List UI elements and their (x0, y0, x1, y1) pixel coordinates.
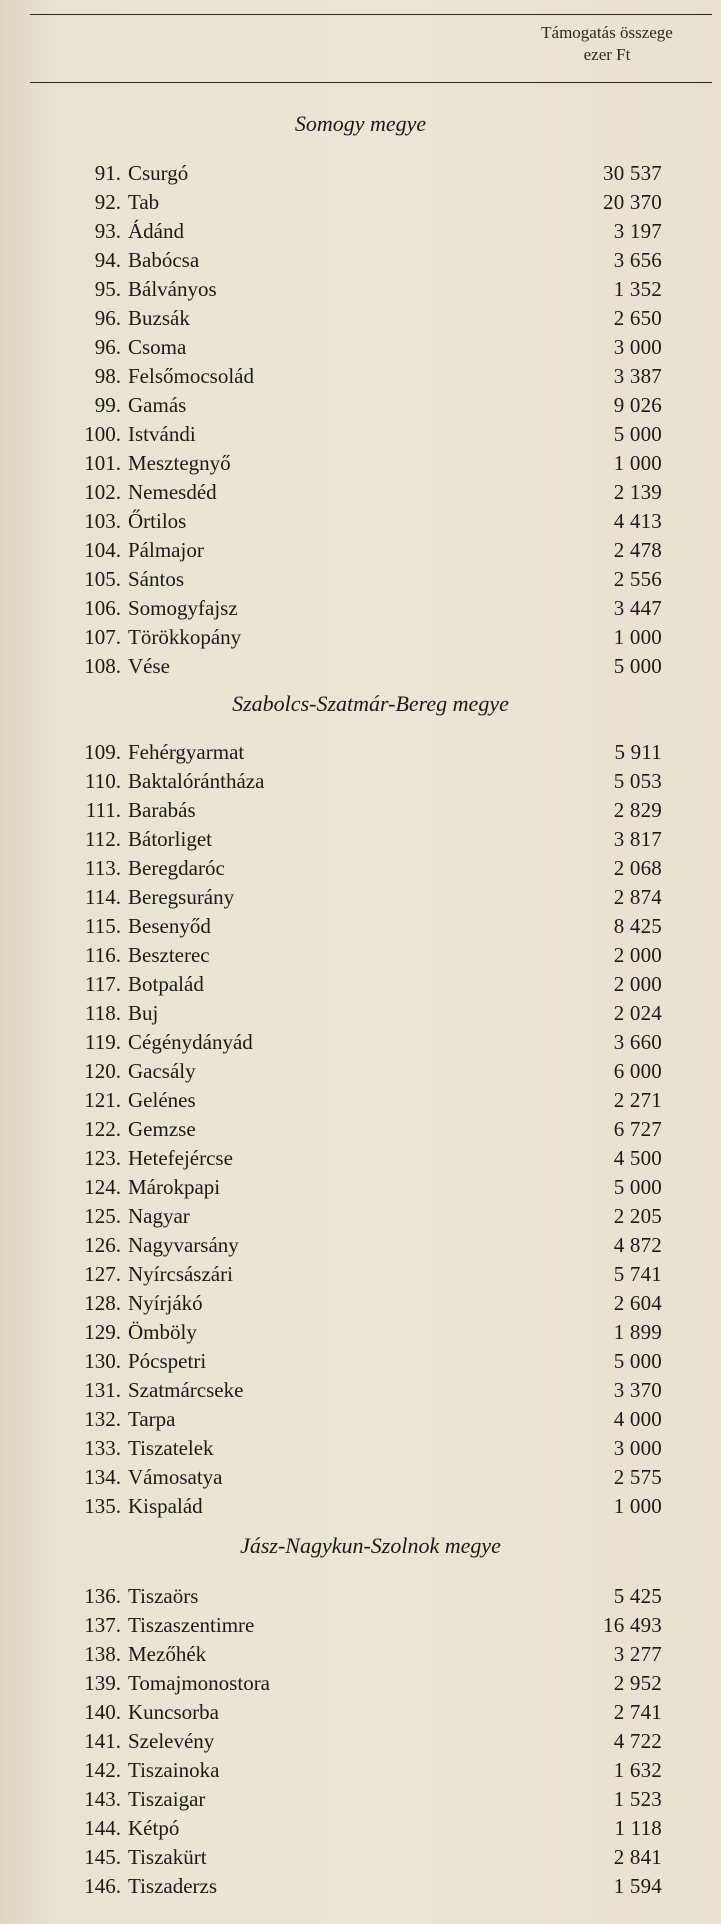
list-item (0, 1872, 721, 1901)
settlement-name: Törökkopány (128, 625, 242, 649)
column-header (507, 22, 707, 66)
settlement-name: Kétpó (128, 1816, 180, 1840)
settlement-name: Vámosatya (128, 1465, 223, 1489)
support-amount: 2 068 (613, 856, 662, 880)
list-item (0, 1057, 721, 1086)
settlement-name: Gemzse (128, 1117, 196, 1141)
list-item (0, 1376, 721, 1405)
row-number: 138. (84, 1642, 121, 1666)
list-item (0, 594, 721, 623)
settlement-name: Beregsurány (128, 885, 235, 909)
row-number: 94. (94, 248, 121, 272)
list-item (0, 652, 721, 681)
settlement-name: Vése (128, 654, 170, 678)
support-amount: 5 000 (613, 654, 662, 678)
settlement-name: Kispalád (128, 1494, 203, 1518)
settlement-name: Besenyőd (128, 914, 211, 938)
list-item (0, 565, 721, 594)
list-item (0, 883, 721, 912)
list-item (0, 1028, 721, 1057)
row-number: 107. (84, 625, 121, 649)
settlement-name: Gacsály (128, 1059, 196, 1083)
list-item (0, 738, 721, 767)
support-amount: 2 952 (613, 1671, 662, 1695)
support-amount: 9 026 (613, 393, 662, 417)
settlement-name: Csoma (128, 335, 187, 359)
list-item (0, 796, 721, 825)
row-number: 115. (85, 914, 121, 938)
list-item (0, 1843, 721, 1872)
row-number: 118. (85, 1001, 121, 1025)
list-item (0, 1347, 721, 1376)
row-number: 117. (85, 972, 121, 996)
settlement-name: Tiszakürt (128, 1845, 207, 1869)
list-item (0, 854, 721, 883)
row-number: 122. (84, 1117, 121, 1141)
support-amount: 3 277 (613, 1642, 662, 1666)
row-number: 139. (84, 1671, 121, 1695)
support-amount: 4 000 (613, 1407, 662, 1431)
support-amount: 2 205 (613, 1204, 662, 1228)
settlement-name: Tiszatelek (128, 1436, 214, 1460)
support-amount: 6 727 (613, 1117, 662, 1141)
list-item (0, 1463, 721, 1492)
row-number: 141. (84, 1729, 121, 1753)
list-item (0, 1202, 721, 1231)
settlement-name: Tiszaszentimre (128, 1613, 255, 1637)
list-item (0, 1814, 721, 1843)
support-amount: 2 575 (613, 1465, 662, 1489)
list-item (0, 536, 721, 565)
support-amount: 3 660 (613, 1030, 662, 1054)
list-item (0, 970, 721, 999)
row-number: 99. (94, 393, 121, 417)
support-amount: 8 425 (613, 914, 662, 938)
row-number: 121. (84, 1088, 121, 1112)
settlement-name: Pócspetri (128, 1349, 207, 1373)
settlement-name: Kuncsorba (128, 1700, 219, 1724)
support-amount: 5 000 (613, 422, 662, 446)
list-item (0, 825, 721, 854)
settlement-name: Nyírjákó (128, 1291, 203, 1315)
settlement-name: Sántos (128, 567, 185, 591)
settlement-name: Nagyar (128, 1204, 190, 1228)
support-amount: 4 413 (613, 509, 662, 533)
row-number: 137. (84, 1613, 121, 1637)
settlement-name: Buj (128, 1001, 159, 1025)
list-item (0, 159, 721, 188)
row-number: 129. (84, 1320, 121, 1344)
row-number: 116. (85, 943, 121, 967)
list-item (0, 1086, 721, 1115)
row-number: 104. (84, 538, 121, 562)
list-item (0, 767, 721, 796)
row-number: 111. (85, 798, 121, 822)
row-number: 130. (84, 1349, 121, 1373)
row-number: 133. (84, 1436, 121, 1460)
settlement-name: Mezőhék (128, 1642, 207, 1666)
support-amount: 1 000 (613, 1494, 662, 1518)
row-number: 127. (84, 1262, 121, 1286)
row-number: 125. (84, 1204, 121, 1228)
row-number: 131. (84, 1378, 121, 1402)
section-title-jasz: Jász-Nagykun-Szolnok megye (240, 1533, 501, 1558)
settlement-name: Ömböly (128, 1320, 197, 1344)
support-amount: 3 000 (613, 335, 662, 359)
settlement-name: Babócsa (128, 248, 200, 272)
row-number: 100. (84, 422, 121, 446)
support-amount: 1 000 (613, 451, 662, 475)
support-amount: 2 000 (613, 943, 662, 967)
list-item (0, 1115, 721, 1144)
settlement-name: Nyírcsászári (128, 1262, 233, 1286)
list-item (0, 1582, 721, 1611)
support-amount: 2 478 (613, 538, 662, 562)
list-item (0, 1756, 721, 1785)
support-amount: 1 118 (614, 1816, 662, 1840)
row-number: 142. (84, 1758, 121, 1782)
settlement-name: Fehérgyarmat (128, 740, 245, 764)
row-number: 96. (94, 335, 121, 359)
support-amount: 2 874 (613, 885, 662, 909)
settlement-name: Bálványos (128, 277, 217, 301)
list-item (0, 217, 721, 246)
settlement-name: Csurgó (128, 161, 189, 185)
list-item (0, 1289, 721, 1318)
support-amount: 5 911 (614, 740, 662, 764)
row-number: 109. (84, 740, 121, 764)
support-amount: 3 197 (613, 219, 662, 243)
row-number: 105. (84, 567, 121, 591)
row-number: 102. (84, 480, 121, 504)
list-item (0, 478, 721, 507)
list-item (0, 275, 721, 304)
row-number: 124. (84, 1175, 121, 1199)
row-number: 132. (84, 1407, 121, 1431)
section-title-somogy: Somogy megye (294, 111, 427, 136)
column-header-line-2: ezer Ft (583, 45, 631, 64)
settlement-name: Ádánd (128, 219, 184, 243)
support-amount: 1 594 (613, 1874, 662, 1898)
row-number: 144. (84, 1816, 121, 1840)
support-amount: 2 829 (613, 798, 662, 822)
row-number: 134. (84, 1465, 121, 1489)
list-item (0, 391, 721, 420)
list-item (0, 1231, 721, 1260)
support-amount: 20 370 (603, 190, 662, 214)
list-item (0, 1173, 721, 1202)
support-amount: 2 271 (613, 1088, 662, 1112)
settlement-name: Őrtilos (128, 509, 187, 533)
settlement-name: Tomajmonostora (128, 1671, 271, 1695)
support-amount: 2 650 (613, 306, 662, 330)
settlement-name: Szatmárcseke (128, 1378, 244, 1402)
support-amount: 2 841 (613, 1845, 662, 1869)
row-number: 110. (85, 769, 121, 793)
row-number: 112. (85, 827, 121, 851)
list-item (0, 1318, 721, 1347)
row-number: 101. (84, 451, 121, 475)
row-number: 146. (84, 1874, 121, 1898)
list-item (0, 246, 721, 275)
row-number: 98. (94, 364, 121, 388)
list-item (0, 188, 721, 217)
row-number: 114. (85, 885, 121, 909)
support-amount: 2 139 (613, 480, 662, 504)
settlement-name: Beszterec (128, 943, 210, 967)
support-amount: 5 053 (613, 769, 662, 793)
settlement-name: Nagyvarsány (128, 1233, 239, 1257)
support-amount: 1 000 (613, 625, 662, 649)
settlement-name: Márokpapi (128, 1175, 221, 1199)
settlement-name: Pálmajor (128, 538, 204, 562)
list-item (0, 1640, 721, 1669)
support-amount: 1 523 (613, 1787, 662, 1811)
list-jasz (0, 1582, 721, 1901)
row-number: 128. (84, 1291, 121, 1315)
support-amount: 30 537 (603, 161, 662, 185)
row-number: 91. (94, 161, 121, 185)
list-item (0, 1785, 721, 1814)
settlement-name: Tarpa (128, 1407, 176, 1431)
support-amount: 1 899 (613, 1320, 662, 1344)
settlement-name: Gamás (128, 393, 187, 417)
row-number: 120. (84, 1059, 121, 1083)
column-header-line-1: Támogatás összege (541, 23, 673, 42)
row-number: 103. (84, 509, 121, 533)
support-amount: 2 604 (613, 1291, 662, 1315)
support-amount: 5 425 (613, 1584, 662, 1608)
settlement-name: Tiszaigar (128, 1787, 206, 1811)
support-amount: 2 024 (613, 1001, 662, 1025)
settlement-name: Beregdaróc (128, 856, 225, 880)
support-amount: 16 493 (603, 1613, 662, 1637)
row-number: 113. (85, 856, 121, 880)
support-amount: 3 387 (613, 364, 662, 388)
list-item (0, 304, 721, 333)
settlement-name: Mesztegnyő (128, 451, 231, 475)
support-amount: 3 000 (613, 1436, 662, 1460)
support-amount: 4 722 (613, 1729, 662, 1753)
row-number: 106. (84, 596, 121, 620)
settlement-name: Felsőmocsolád (128, 364, 254, 388)
support-amount: 5 741 (613, 1262, 662, 1286)
row-number: 92. (94, 190, 121, 214)
list-item (0, 333, 721, 362)
list-item (0, 1260, 721, 1289)
settlement-name: Nemesdéd (128, 480, 217, 504)
section-title-szabolcs: Szabolcs-Szatmár-Bereg megye (232, 691, 509, 716)
row-number: 140. (84, 1700, 121, 1724)
row-number: 108. (84, 654, 121, 678)
list-item (0, 1405, 721, 1434)
support-amount: 1 632 (613, 1758, 662, 1782)
support-amount: 5 000 (613, 1175, 662, 1199)
support-amount: 1 352 (613, 277, 662, 301)
list-item (0, 1492, 721, 1521)
support-amount: 2 556 (613, 567, 662, 591)
list-somogy (0, 159, 721, 681)
list-item (0, 999, 721, 1028)
list-item (0, 912, 721, 941)
row-number: 126. (84, 1233, 121, 1257)
support-amount: 4 872 (613, 1233, 662, 1257)
support-amount: 3 370 (613, 1378, 662, 1402)
row-number: 145. (84, 1845, 121, 1869)
settlement-name: Baktalórántháza (128, 769, 265, 793)
row-number: 135. (84, 1494, 121, 1518)
top-rule (30, 14, 712, 15)
list-item (0, 420, 721, 449)
settlement-name: Tiszainoka (128, 1758, 220, 1782)
settlement-name: Barabás (128, 798, 196, 822)
list-item (0, 1698, 721, 1727)
settlement-name: Istvándi (128, 422, 196, 446)
row-number: 143. (84, 1787, 121, 1811)
header-rule (30, 82, 712, 83)
support-amount: 5 000 (613, 1349, 662, 1373)
settlement-name: Tiszaderzs (128, 1874, 218, 1898)
row-number: 93. (94, 219, 121, 243)
support-amount: 2 000 (613, 972, 662, 996)
list-item (0, 1611, 721, 1640)
list-szabolcs (0, 738, 721, 1521)
list-item (0, 1144, 721, 1173)
support-amount: 3 656 (613, 248, 662, 272)
row-number: 123. (84, 1146, 121, 1170)
settlement-name: Cégénydányád (128, 1030, 253, 1054)
row-number: 95. (94, 277, 121, 301)
support-amount: 4 500 (613, 1146, 662, 1170)
settlement-name: Buzsák (128, 306, 190, 330)
settlement-name: Tiszaörs (128, 1584, 199, 1608)
support-amount: 3 447 (613, 596, 662, 620)
settlement-name: Szelevény (128, 1729, 215, 1753)
list-item (0, 623, 721, 652)
list-item (0, 362, 721, 391)
settlement-name: Bátorliget (128, 827, 212, 851)
row-number: 136. (84, 1584, 121, 1608)
list-item (0, 1669, 721, 1698)
support-amount: 2 741 (613, 1700, 662, 1724)
list-item (0, 1727, 721, 1756)
list-item (0, 1434, 721, 1463)
settlement-name: Somogyfajsz (128, 596, 238, 620)
support-amount: 3 817 (613, 827, 662, 851)
settlement-name: Botpalád (128, 972, 204, 996)
settlement-name: Tab (128, 190, 160, 214)
settlement-name: Hetefejércse (128, 1146, 233, 1170)
list-item (0, 449, 721, 478)
list-item (0, 507, 721, 536)
list-item (0, 941, 721, 970)
row-number: 119. (85, 1030, 121, 1054)
support-amount: 6 000 (613, 1059, 662, 1083)
row-number: 96. (94, 306, 121, 330)
settlement-name: Gelénes (128, 1088, 196, 1112)
